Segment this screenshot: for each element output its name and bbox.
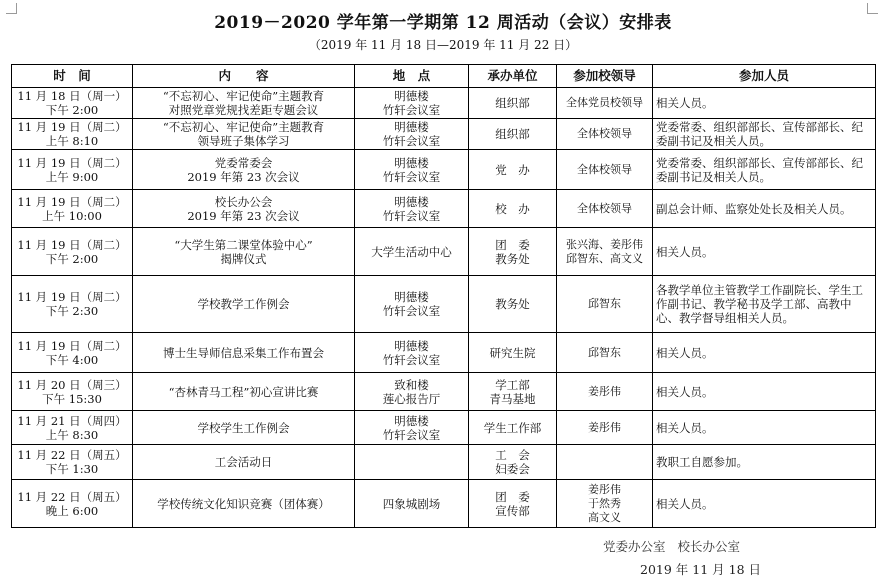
- content-cell-line: 2019 年第 23 次会议: [187, 208, 300, 223]
- content-cell: [133, 480, 355, 528]
- organizer-cell-line: 校 办: [495, 201, 530, 216]
- leaders-cell-line: 邱智东: [588, 297, 621, 310]
- content-cell: [133, 373, 355, 411]
- content-cell: [133, 190, 355, 228]
- schedule-table: [11, 64, 876, 528]
- place-cell-line: 四象城剧场: [382, 496, 441, 511]
- date-text: 11 月 19 日（周二）: [17, 155, 127, 170]
- time-cell: [12, 190, 133, 228]
- leaders-cell: [557, 119, 653, 150]
- place-cell-line: 竹轩会议室: [382, 169, 441, 184]
- organizer-cell-line: 团 委: [495, 237, 530, 252]
- place-cell-line: 竹轩会议室: [382, 208, 441, 223]
- leaders-cell: [557, 228, 653, 276]
- place-cell: [355, 150, 469, 190]
- clock-text: 下午 2:30: [45, 304, 99, 318]
- table-row: [12, 411, 876, 445]
- leaders-cell: [557, 445, 653, 480]
- time-cell: [12, 480, 133, 528]
- leaders-cell-line: 高文义: [588, 510, 621, 524]
- table-row: [12, 276, 876, 333]
- leaders-cell-line: 全体党员校领导: [566, 96, 643, 109]
- clock-text: 晚上 6:00: [45, 503, 99, 518]
- organizer-cell: [469, 411, 557, 445]
- organizer-cell-line: 学工部: [495, 377, 530, 392]
- leaders-cell-line: 全体校领导: [577, 162, 632, 176]
- time-cell: [12, 445, 133, 480]
- content-cell-line: 校长办公会: [214, 194, 273, 209]
- time-cell: [12, 88, 133, 119]
- date-text: 11 月 19 日（周二）: [17, 194, 127, 209]
- content-cell: [133, 333, 355, 373]
- page-title: 2019－2020 学年第一学期第 12 周活动（会议）安排表: [214, 13, 672, 33]
- place-cell: [355, 373, 469, 411]
- table-row: [12, 445, 876, 480]
- content-cell-line: 学校教学工作例会: [197, 297, 290, 311]
- issuer-party-office: 党委办公室: [603, 539, 666, 554]
- organizer-cell-line: 工 会: [495, 448, 530, 462]
- organizer-cell: [469, 228, 557, 276]
- place-cell-line: 竹轩会议室: [382, 134, 441, 148]
- leaders-cell: [557, 150, 653, 190]
- table-row: [12, 88, 876, 119]
- organizer-cell-line: 宣传部: [495, 503, 530, 518]
- place-cell: [355, 228, 469, 276]
- place-cell-line: 竹轩会议室: [382, 304, 441, 318]
- place-cell-line: 致和楼: [394, 377, 429, 392]
- time-cell: [12, 228, 133, 276]
- col-header-participants: 参加人员: [653, 65, 876, 88]
- participants-cell: 各教学单位主管教学工作副院长、学生工作副书记、教学秘书及学工部、高教中心、教学督导组相关人员。: [653, 276, 876, 333]
- organizer-cell-line: 党 办: [495, 162, 530, 177]
- content-cell-line: 党委常委会: [214, 155, 273, 170]
- leaders-cell: [557, 190, 653, 228]
- place-cell-line: 大学生活动中心: [371, 244, 452, 259]
- col-header-content: 内 容: [133, 65, 355, 88]
- content-cell-line: 对照党章党规找差距专题会议: [168, 103, 319, 117]
- place-cell: [355, 445, 469, 480]
- content-cell: [133, 276, 355, 333]
- place-cell: [355, 190, 469, 228]
- table-row: [12, 373, 876, 411]
- header-row: [12, 65, 876, 88]
- issue-date: 2019 年 11 月 18 日: [640, 562, 761, 577]
- issuer-offices: [603, 537, 740, 555]
- content-cell-line: “杏林青马工程”初心宣讲比赛: [168, 384, 319, 399]
- table-row: [12, 480, 876, 528]
- leaders-cell: [557, 276, 653, 333]
- place-cell-line: 明德楼: [394, 290, 429, 304]
- place-cell-line: 竹轩会议室: [382, 352, 441, 367]
- organizer-cell-line: 组织部: [495, 96, 530, 110]
- place-cell: [355, 333, 469, 373]
- organizer-cell-line: 学生工作部: [483, 420, 542, 435]
- organizer-cell: [469, 480, 557, 528]
- place-cell-line: 明德楼: [394, 413, 429, 428]
- place-cell: [355, 480, 469, 528]
- participants-cell: 副总会计师、监察处处长及相关人员。: [653, 190, 876, 228]
- leaders-cell-line: 全体校领导: [577, 201, 632, 215]
- content-cell-line: 工会活动日: [214, 455, 273, 469]
- date-text: 11 月 19 日（周二）: [17, 237, 127, 252]
- content-cell: [133, 119, 355, 150]
- organizer-cell-line: 妇委会: [495, 462, 530, 476]
- clock-text: 下午 15:30: [42, 391, 102, 406]
- content-cell: [133, 228, 355, 276]
- content-cell: [133, 88, 355, 119]
- participants-cell: 相关人员。: [653, 411, 876, 445]
- organizer-cell-line: 教务处: [495, 251, 530, 266]
- clock-text: 上午 10:00: [42, 208, 102, 223]
- table-row: [12, 190, 876, 228]
- place-cell-line: 明德楼: [394, 120, 429, 134]
- place-cell-line: 明德楼: [394, 194, 429, 209]
- leaders-cell-line: 全体校领导: [577, 127, 632, 140]
- participants-cell: 相关人员。: [653, 480, 876, 528]
- date-text: 11 月 20 日（周三）: [17, 377, 127, 392]
- content-cell: [133, 411, 355, 445]
- place-cell-line: 明德楼: [394, 89, 429, 103]
- time-cell: [12, 150, 133, 190]
- organizer-cell: [469, 119, 557, 150]
- leaders-cell: [557, 373, 653, 411]
- date-text: 11 月 22 日（周五）: [17, 448, 127, 462]
- date-text: 11 月 21 日（周四）: [17, 413, 127, 428]
- table-row: [12, 228, 876, 276]
- time-cell: [12, 373, 133, 411]
- participants-cell: 党委常委、组织部部长、宣传部部长、纪委副书记及相关人员。: [653, 119, 876, 150]
- place-cell-line: 明德楼: [394, 338, 429, 353]
- participants-cell: 相关人员。: [653, 88, 876, 119]
- organizer-cell-line: 青马基地: [489, 391, 536, 406]
- content-cell-line: 博士生导师信息采集工作布置会: [163, 345, 324, 360]
- place-cell: [355, 411, 469, 445]
- content-cell-line: “大学生第二课堂体验中心”: [174, 237, 313, 252]
- leaders-cell-line: 姜彤伟: [588, 482, 621, 496]
- clock-text: 上午 8:10: [45, 134, 99, 148]
- table-row: [12, 150, 876, 190]
- leaders-cell: [557, 411, 653, 445]
- organizer-cell-line: 团 委: [495, 489, 530, 504]
- content-cell: [133, 150, 355, 190]
- clock-text: 下午 2:00: [45, 103, 99, 117]
- leaders-cell-line: 姜彤伟: [588, 420, 621, 434]
- participants-cell: 相关人员。: [653, 333, 876, 373]
- organizer-cell: [469, 190, 557, 228]
- organizer-cell-line: 组织部: [495, 127, 530, 141]
- content-cell-line: 学校传统文化知识竞赛（团体赛）: [157, 496, 330, 511]
- place-cell: [355, 276, 469, 333]
- date-text: 11 月 22 日（周五）: [17, 489, 127, 504]
- clock-text: 上午 9:00: [45, 169, 99, 184]
- organizer-cell: [469, 276, 557, 333]
- organizer-cell: [469, 88, 557, 119]
- participants-cell: 相关人员。: [653, 373, 876, 411]
- clock-text: 下午 1:30: [45, 462, 99, 476]
- col-header-time: 时 间: [12, 65, 133, 88]
- leaders-cell-line: 邱智东、高文义: [566, 251, 643, 265]
- time-cell: [12, 333, 133, 373]
- participants-cell: 党委常委、组织部部长、宣传部部长、纪委副书记及相关人员。: [653, 150, 876, 190]
- clock-text: 下午 2:00: [45, 251, 99, 266]
- leaders-cell-line: 邱智东: [588, 345, 621, 359]
- col-header-place: 地 点: [355, 65, 469, 88]
- content-cell-line: 领导班子集体学习: [197, 134, 290, 148]
- content-cell-line: “不忘初心、牢记使命”主题教育: [162, 89, 325, 103]
- leaders-cell-line: 于然秀: [588, 496, 621, 510]
- content-cell-line: 揭牌仪式: [220, 251, 267, 266]
- date-text: 11 月 18 日（周一）: [17, 89, 127, 103]
- organizer-cell: [469, 373, 557, 411]
- content-cell-line: 2019 年第 23 次会议: [187, 169, 300, 184]
- time-cell: [12, 276, 133, 333]
- organizer-cell: [469, 150, 557, 190]
- time-cell: [12, 411, 133, 445]
- leaders-cell: [557, 333, 653, 373]
- content-cell-line: “不忘初心、牢记使命”主题教育: [162, 120, 325, 134]
- date-text: 11 月 19 日（周二）: [17, 120, 127, 134]
- place-cell: [355, 119, 469, 150]
- place-cell-line: 莲心报告厅: [382, 391, 441, 406]
- organizer-cell-line: 研究生院: [489, 345, 536, 360]
- date-range: （2019 年 11 月 18 日—2019 年 11 月 22 日）: [308, 38, 578, 52]
- leaders-cell: [557, 480, 653, 528]
- place-cell-line: 明德楼: [394, 155, 429, 170]
- place-cell-line: 竹轩会议室: [382, 427, 441, 442]
- organizer-cell: [469, 445, 557, 480]
- participants-cell: 相关人员。: [653, 228, 876, 276]
- date-text: 11 月 19 日（周二）: [17, 290, 127, 304]
- clock-text: 上午 8:30: [45, 427, 99, 442]
- place-cell-line: 竹轩会议室: [382, 103, 441, 117]
- content-cell: [133, 445, 355, 480]
- time-cell: [12, 119, 133, 150]
- table-row: [12, 333, 876, 373]
- col-header-organizer: 承办单位: [469, 65, 557, 88]
- leaders-cell-line: 姜彤伟: [588, 384, 621, 398]
- organizer-cell: [469, 333, 557, 373]
- leaders-cell: [557, 88, 653, 119]
- participants-cell: 教职工自愿参加。: [653, 445, 876, 480]
- clock-text: 下午 4:00: [45, 352, 99, 367]
- leaders-cell-line: 张兴海、姜彤伟: [566, 237, 643, 251]
- content-cell-line: 学校学生工作例会: [197, 420, 290, 435]
- issuer-president-office: 校长办公室: [677, 539, 740, 554]
- col-header-leaders: 参加校领导: [557, 65, 653, 88]
- table-row: [12, 119, 876, 150]
- organizer-cell-line: 教务处: [495, 297, 530, 311]
- place-cell: [355, 88, 469, 119]
- date-text: 11 月 19 日（周二）: [17, 338, 127, 353]
